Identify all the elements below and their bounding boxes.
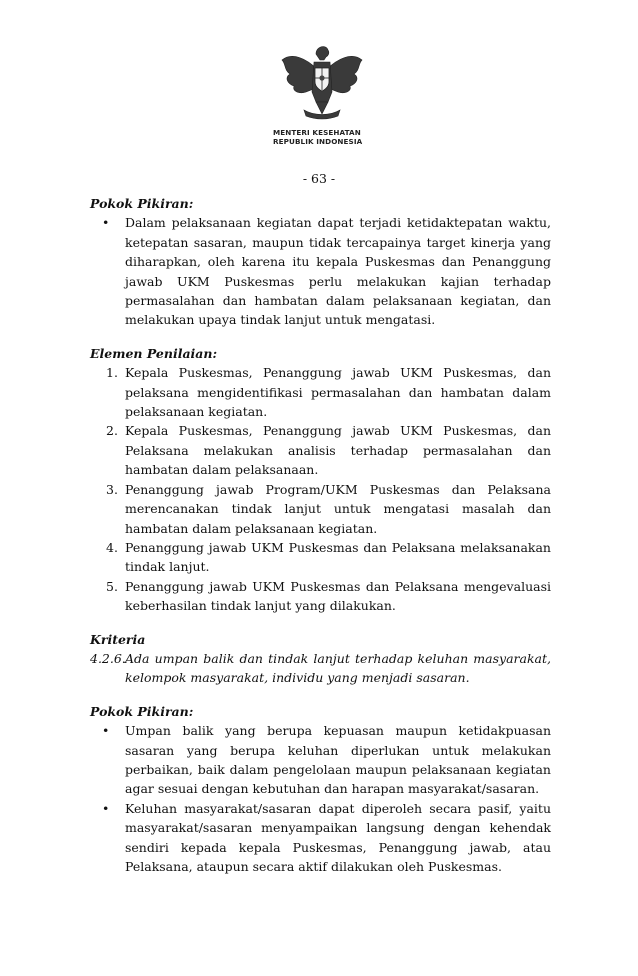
document-body [90,194,551,890]
bullet-item [90,213,551,329]
numbered-item [90,577,551,616]
pokok-pikiran-section-2 [90,702,551,877]
item-number: 1. [106,365,118,381]
kriteria-section [90,630,551,688]
bullet-item [90,721,551,799]
section-heading: Elemen Penilaian: [90,345,218,361]
item-text: Penanggung jawab UKM Puskesmas dan Pelaksana melaksanakan tindak lanjut. [125,539,551,575]
section-heading: Kriteria [90,631,146,647]
elemen-penilaian-section [90,344,551,616]
item-number: 5. [106,578,118,594]
bullet-icon: • [102,215,110,231]
section-heading: Pokok Pikiran: [90,703,194,719]
item-number: 4. [106,539,118,555]
bullet-text: Keluhan masyarakat/sasaran dapat diperoleh secara pasif, yaitu masyarakat/sasaran menyampaikan langsung dengan kehendak sendiri kepada kepala Puskesmas, Penanggung jawab, atau Pelaksana, ataupun secara aktif dilakukan oleh Puskesmas. [125,800,551,874]
bullet-text: Umpan balik yang berupa kepuasan maupun ketidakpuasan sasaran yang berupa keluhan diperlukan untuk melakukan perbaikan, baik dalam pengelolaan maupun pelaksanaan kegiatan agar sesuai dengan kebutuhan dan harapan masyarakat/sasaran. [125,723,551,797]
item-text: Penanggung jawab UKM Puskesmas dan Pelaksana mengevaluasi keberhasilan tindak lanjut yang dilakukan. [125,578,551,614]
numbered-item [90,480,551,538]
bullet-text: Dalam pelaksanaan kegiatan dapat terjadi ketidaktepatan waktu, ketepatan sasaran, maupun tidak tercapainya target kinerja yang diharapkan, oleh karena itu kepala Puskesmas dan Penanggung jawab UKM Puskesmas perlu melakukan kajian terhadap permasalahan dan hambatan dalam pelaksanaan kegiatan, dan melakukan upaya tindak lanjut untuk mengatasi. [125,215,551,328]
kriteria-text: Ada umpan balik dan tindak lanjut terhadap keluhan masyarakat, kelompok masyarakat, individu yang menjadi sasaran. [125,650,551,686]
numbered-item [90,421,551,479]
numbered-item [90,363,551,421]
item-number: 2. [106,423,118,439]
item-number: 3. [106,481,118,497]
item-text: Penanggung jawab Program/UKM Puskesmas dan Pelaksana merencanakan tindak lanjut untuk mengatasi masalah dan hambatan dalam pelaksanaan kegiatan. [125,481,551,536]
ministry-title [273,128,373,146]
pokok-pikiran-section-1 [90,194,551,330]
kriteria-statement [90,649,551,688]
kriteria-code: 4.2.6. [90,650,126,666]
item-text: Kepala Puskesmas, Penanggung jawab UKM Puskesmas, dan Pelaksana melakukan analisis terhadap permasalahan dan hambatan dalam pelaksanaan. [125,423,551,478]
bullet-icon: • [102,800,110,816]
numbered-item [90,538,551,577]
bullet-icon: • [102,723,110,739]
ministry-line-2: REPUBLIK INDONESIA [273,137,363,146]
bullet-item [90,799,551,877]
item-text: Kepala Puskesmas, Penanggung jawab UKM Puskesmas, dan pelaksana mengidentifikasi permasalahan dan hambatan dalam pelaksanaan kegiatan. [125,365,551,420]
ministry-line-1: MENTERI KESEHATAN [273,128,361,137]
page-number: - 63 - [302,171,336,186]
section-heading: Pokok Pikiran: [90,196,194,211]
